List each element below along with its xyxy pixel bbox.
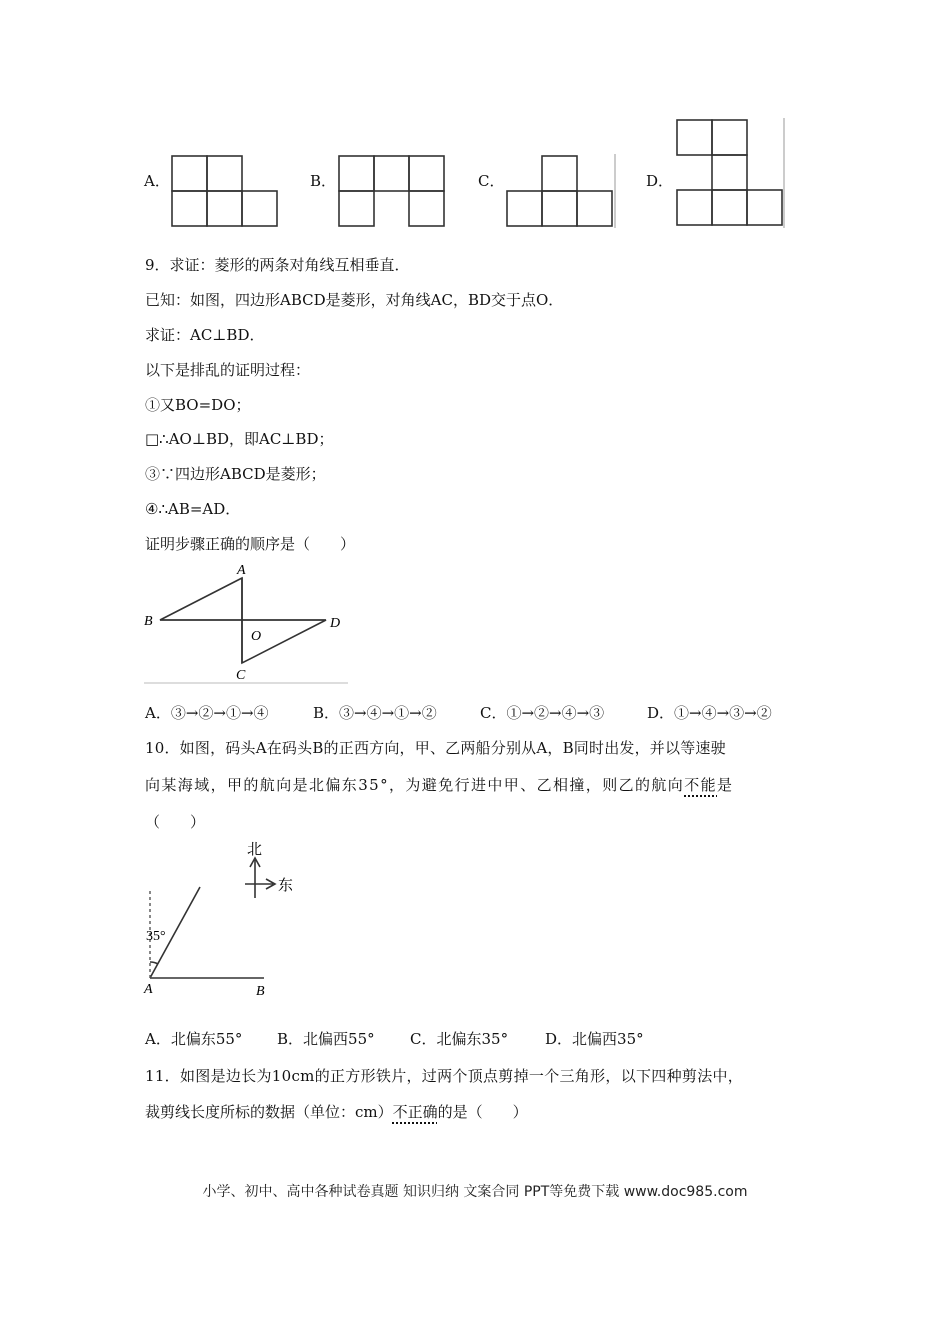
q8-option-b-label: B． <box>310 172 337 190</box>
q9-label-o: O <box>251 629 262 644</box>
q10-label-north: 北 <box>247 842 263 858</box>
q10-choice-a: A．北偏东55° <box>145 1030 243 1048</box>
q10-line-1: 10．如图，码头A在码头B的正西方向，甲、乙两船分别从A，B同时出发，并以等速驶 <box>145 739 726 757</box>
q9-choice-d: D．①→④→③→② <box>647 704 772 722</box>
q8-option-c-figure <box>505 154 617 230</box>
q10-label-b: B <box>256 984 265 999</box>
q11-line-2-post: 的是（ ） <box>437 1103 528 1121</box>
q10-label-east: 东 <box>278 878 294 894</box>
q10-bearing-figure <box>140 838 310 1002</box>
q9-choice-c: C．①→②→④→③ <box>480 704 605 722</box>
q8-option-c-label: C． <box>478 172 505 190</box>
q9-given: 已知：如图，四边形ABCD是菱形，对角线AC，BD交于点O． <box>145 291 564 309</box>
q11-line-2-pre: 裁剪线长度所标的数据（单位：cm） <box>145 1103 393 1121</box>
q9-intro: 以下是排乱的证明过程： <box>145 361 311 379</box>
q9-rhombus-figure <box>140 560 352 686</box>
q9-label-a: A <box>237 563 246 578</box>
q10-choice-c: C．北偏东35° <box>410 1030 509 1048</box>
q9-step-4: ④∴AB=AD． <box>145 500 241 518</box>
q10-choice-d: D．北偏西35° <box>545 1030 644 1048</box>
q8-option-a-label: A． <box>144 172 170 190</box>
q8-option-d-figure <box>673 118 787 232</box>
q10-label-a: A <box>144 982 153 997</box>
q10-label-angle: 35° <box>146 929 166 944</box>
q10-line-2-emphasis: 不能 <box>684 776 718 794</box>
q11-line-2 <box>145 1102 528 1122</box>
q8-option-d-label: D． <box>646 172 674 190</box>
q9-step-3: ③∵四边形ABCD是菱形； <box>145 465 326 483</box>
q9-prove: 求证：AC⊥BD． <box>145 326 265 344</box>
q9-question: 证明步骤正确的顺序是（ ） <box>145 535 356 553</box>
q10-choice-b: B．北偏西55° <box>277 1030 375 1048</box>
q9-label-b: B <box>144 614 153 629</box>
q10-line-2-pre: 向某海域，甲的航向是北偏东35°，为避免行进中甲、乙相撞，则乙的航向 <box>145 776 685 794</box>
q9-label-d: D <box>330 616 341 631</box>
q9-step-2: □∴AO⊥BD，即AC⊥BD； <box>145 430 334 448</box>
page-footer: 小学、初中、高中各种试卷真题 知识归纳 文案合同 PPT等免费下载 www.doc985.com <box>202 1184 748 1200</box>
q10-line-2 <box>145 775 733 795</box>
q9-step-1: ①又BO=DO； <box>145 396 251 414</box>
q9-choice-b: B．③→④→①→② <box>313 704 437 722</box>
q8-option-b-figure <box>337 154 449 230</box>
q10-line-3: （ ） <box>145 813 206 831</box>
q8-option-a-figure <box>170 154 282 230</box>
q9-choice-a: A．③→②→①→④ <box>145 704 269 722</box>
q9-title: 9．求证：菱形的两条对角线互相垂直． <box>145 256 410 274</box>
q10-line-2-post: 是 <box>717 776 734 794</box>
q8-options <box>0 110 950 240</box>
q11-line-1: 11．如图是边长为10cm的正方形铁片，过两个顶点剪掉一个三角形，以下四种剪法中， <box>145 1067 744 1085</box>
q9-label-c: C <box>236 668 246 683</box>
q11-line-2-emphasis: 不正确 <box>392 1103 438 1121</box>
